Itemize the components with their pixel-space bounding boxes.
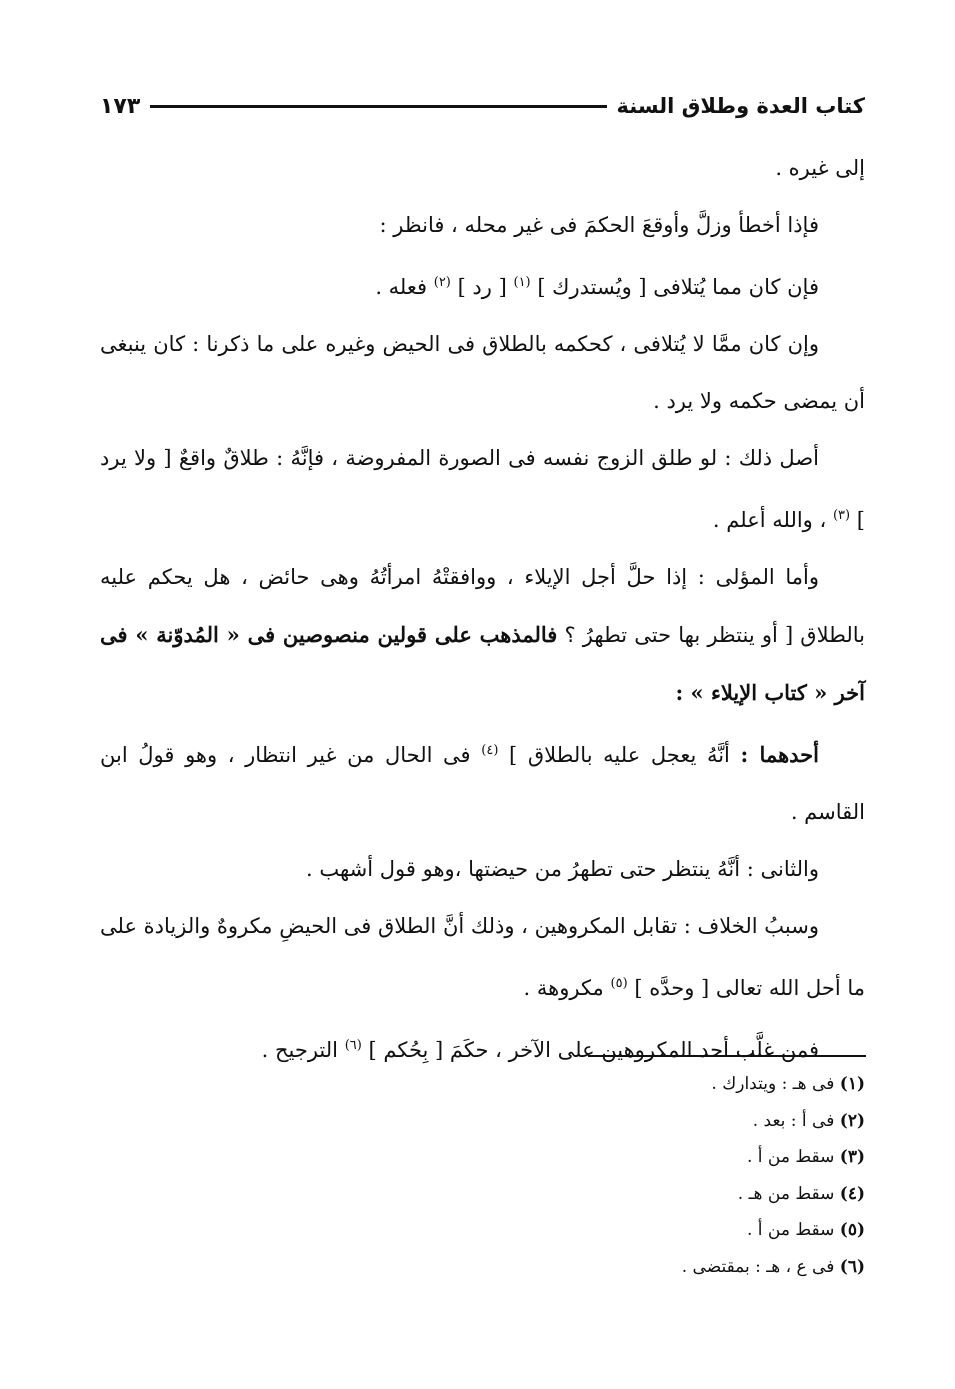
paragraph-5-text-b: ، والله أعلم .	[712, 508, 827, 532]
paragraph-7-text-b: فى الحال من غير انتظار ، وهو قولُ ابن القاسم .	[100, 743, 865, 824]
paragraph-5	[100, 430, 865, 549]
footnote-number: (٢)	[839, 1110, 865, 1131]
page-header	[100, 86, 865, 126]
footnote-text: فى هـ : ويتدارك .	[711, 1074, 835, 1094]
paragraph-7	[100, 722, 865, 841]
footnote-number: (٥)	[839, 1220, 865, 1240]
footnote-5	[400, 1212, 865, 1249]
header-rule	[150, 105, 606, 108]
footnote-number: (٣)	[839, 1147, 865, 1167]
footnote-4	[400, 1176, 865, 1213]
paragraph-9	[100, 898, 865, 1017]
paragraph-3	[100, 254, 865, 316]
footnote-ref-6: (٦)	[344, 1038, 362, 1053]
footnote-ref-1: (١)	[513, 275, 531, 290]
paragraph-6	[100, 549, 865, 722]
footnote-text: سقط من أ .	[746, 1147, 835, 1167]
footnote-text: سقط من هـ .	[737, 1183, 835, 1204]
footnotes	[400, 1066, 865, 1285]
footnote-rule	[588, 1055, 866, 1057]
paragraph-9-text-a: وسببُ الخلاف : تقابل المكروهين ، وذلك أنَّ الطلاق فى الحيضِ مكروهٌ والزيادة على ما أحل الله تعالى [ وحدَّه ]	[100, 914, 865, 1000]
paragraph-2: فإذا أخطأ وزلَّ وأوقعَ الحكمَ فى غير محله ، فانظر :	[379, 213, 819, 237]
footnote-text: فى ع ، هـ : بمقتضى .	[681, 1256, 835, 1277]
paragraph-4: وإن كان ممَّا لا يُتلافى ، كحكمه بالطلاق فى الحيض وغيره على ما ذكرنا : كان ينبغى أن يمضى حكمه ولا يرد .	[100, 332, 865, 413]
paragraph-7-label: أحدهما :	[740, 742, 820, 767]
running-title: كتاب العدة وطلاق السنة	[616, 94, 865, 118]
body-text	[100, 140, 865, 1079]
paragraph-1: إلى غيره .	[775, 156, 865, 180]
footnote-ref-4: (٤)	[481, 743, 499, 758]
paragraph-10-text-a: فمن غلَّب أحد المكروهين على الآخر ، حكَمَ [ بِحُكم ]	[368, 1038, 819, 1062]
paragraph-3-text-b: [ رد ]	[457, 275, 507, 299]
footnote-number: (٦)	[839, 1256, 865, 1277]
paragraph-10-text-b: الترجيح .	[261, 1038, 339, 1062]
paragraph-5-text-a: أصل ذلك : لو طلق الزوج نفسه فى الصورة المفروضة ، فإنَّهُ : طلاقٌ واقعٌ [ ولا يرد ]	[100, 446, 865, 532]
footnote-ref-5: (٥)	[610, 976, 628, 991]
paragraph-8: والثانى : أنَّهُ ينتظر حتى تطهرُ من حيضتها ،وهو قول أشهب .	[306, 857, 819, 881]
footnote-2	[400, 1103, 865, 1140]
footnote-1	[400, 1066, 865, 1103]
paragraph-3-text-a: فإن كان مما يُتلافى [ ويُستدرك ]	[537, 275, 819, 299]
footnote-text: فى أ : بعد .	[752, 1110, 835, 1131]
footnote-ref-2: (٢)	[433, 275, 451, 290]
paragraph-9-text-b: مكروهة .	[523, 976, 604, 1000]
footnote-6	[400, 1249, 865, 1286]
footnote-number: (٤)	[839, 1183, 865, 1204]
footnote-ref-3: (٣)	[832, 508, 851, 523]
footnote-number: (١)	[839, 1074, 865, 1094]
paragraph-7-text-a: أنَّهُ يعجل عليه بالطلاق ]	[509, 743, 730, 767]
footnote-text: سقط من أ .	[746, 1220, 835, 1240]
paragraph-6-text-b: فالمذهب على قولين منصوصين فى « المُدوّنة » فى آخر « كتاب الإيلاء » :	[100, 622, 865, 705]
page-number: ١٧٣	[100, 93, 141, 119]
paragraph-6-text-a: وأما المؤلى : إذا حلَّ أجل الإيلاء ، ووافقتْهُ امرأتُهُ وهى حائض ، هل يحكم عليه بالطلاق [ أو ينتظر بها حتى تطهرُ ؟	[100, 565, 865, 647]
footnote-3	[400, 1139, 865, 1176]
paragraph-3-text-c: فعله .	[375, 275, 428, 299]
